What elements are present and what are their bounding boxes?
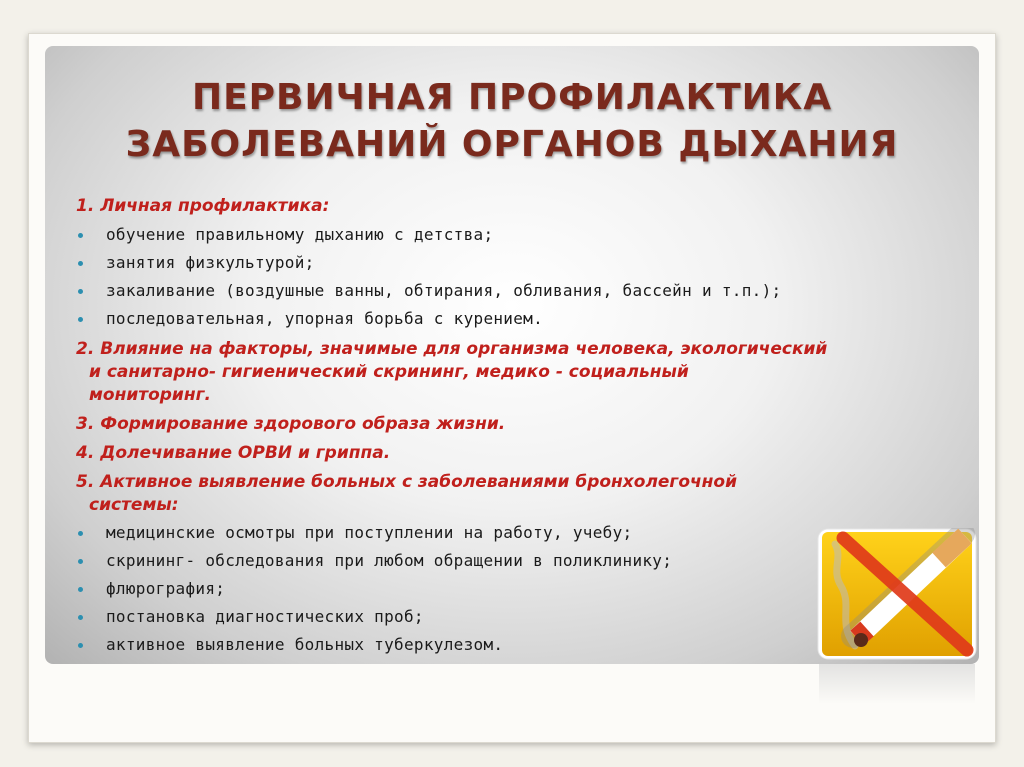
title-line-1: ПЕРВИЧНАЯ ПРОФИЛАКТИКА	[191, 77, 833, 118]
section-5	[76, 471, 976, 517]
section-2	[76, 338, 976, 407]
section-5-line-1: 5. Активное выявление больных с заболеваниями бронхолегочной	[76, 472, 737, 492]
list-item: постановка диагностических проб;	[76, 603, 976, 631]
list-item: закаливание (воздушные ванны, обтирания, обливания, бассейн и т.п.);	[76, 277, 976, 305]
list-item: флюрография;	[76, 575, 976, 603]
section-2-line-2: и санитарно- гигиенический скрининг, медико - социальный	[89, 362, 689, 382]
list-item: занятия физкультурой;	[76, 249, 976, 277]
section-5-line-2: системы:	[89, 495, 179, 515]
title-line-2: ЗАБОЛЕВАНИЙ ОРГАНОВ ДЫХАНИЯ	[125, 124, 899, 165]
section-1-heading: 1. Личная профилактика:	[76, 196, 330, 216]
section-2-line-1: 2. Влияние на факторы, значимые для организма человека, экологический	[76, 339, 828, 359]
no-smoking-icon	[817, 528, 977, 660]
section-3-heading: 3. Формирование здорового образа жизни.	[76, 414, 506, 434]
slide-title	[0, 74, 1024, 168]
list-item: активное выявление больных туберкулезом.	[76, 631, 976, 659]
list-item: медицинские осмотры при поступлении на работу, учебу;	[76, 519, 976, 547]
section-2-line-3: мониторинг.	[89, 385, 211, 405]
list-item: обучение правильному дыханию с детства;	[76, 221, 976, 249]
list-item: последовательная, упорная борьба с курением.	[76, 305, 976, 333]
list-item: скрининг- обследования при любом обращении в поликлинику;	[76, 547, 976, 575]
image-reflection	[819, 664, 975, 704]
section-4-heading: 4. Долечивание ОРВИ и гриппа.	[76, 443, 391, 463]
